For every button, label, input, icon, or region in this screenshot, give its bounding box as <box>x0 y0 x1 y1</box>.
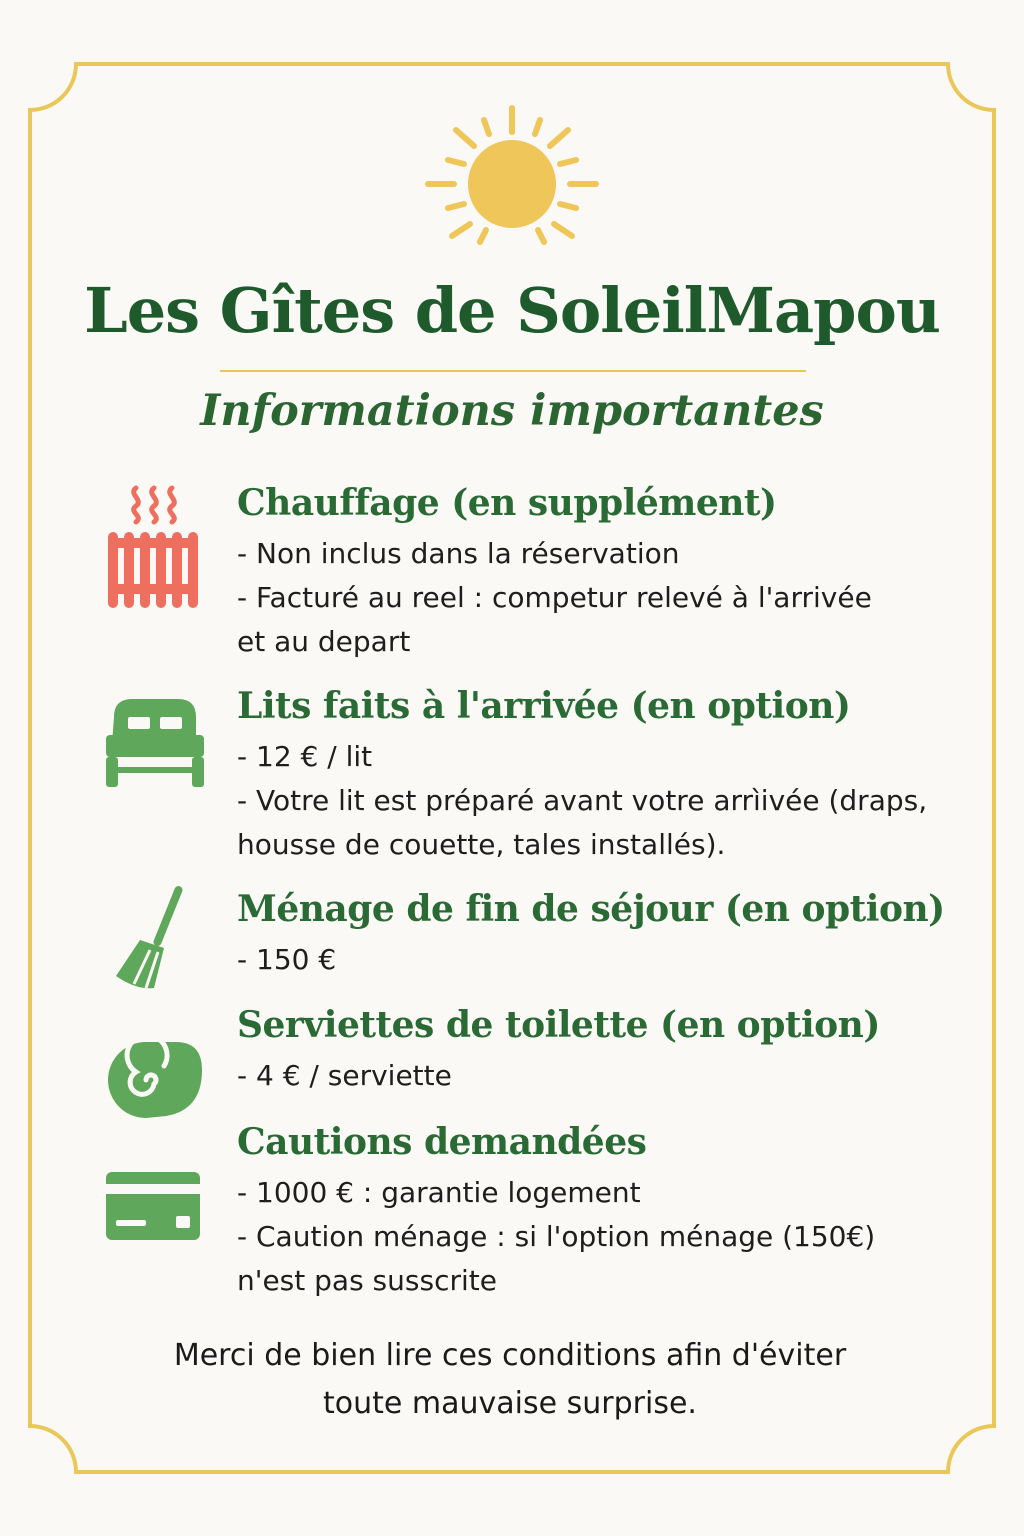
section-line: - Non inclus dans la réservation <box>237 537 680 570</box>
section-line: n'est pas susscrite <box>237 1264 497 1297</box>
section-line: et au depart <box>237 625 411 658</box>
section-cleaning <box>237 886 957 982</box>
section-deposits <box>237 1119 957 1303</box>
footer-line: toute mauvaise surprise. <box>323 1386 697 1421</box>
rolled-towel-icon <box>106 1040 204 1120</box>
section-heading: Chauffage (en supplément) <box>237 482 777 524</box>
footer-line: Merci de bien lire ces conditions afin d'éviter <box>173 1338 847 1373</box>
section-heading: Lits faits à l'arrivée (en option) <box>237 685 851 727</box>
page-title: Les Gîtes de SoleilMapou <box>84 274 940 347</box>
section-heading: Cautions demandées <box>237 1121 647 1163</box>
section-line: - 1000 € : garantie logement <box>237 1176 641 1209</box>
section-line: - Votre lit est préparé avant votre arrìivée (draps, <box>237 784 928 817</box>
credit-card-icon <box>106 1172 200 1240</box>
broom-icon <box>106 884 188 992</box>
radiator-icon <box>104 484 202 612</box>
section-line: - 150 € <box>237 943 337 976</box>
section-line: - 4 € / serviette <box>237 1059 452 1092</box>
section-line: - Facturé au reel : competur relevé à l'arrivée <box>237 581 872 614</box>
section-heading: Ménage de fin de séjour (en option) <box>237 888 945 930</box>
section-beds <box>237 683 957 867</box>
sun-icon <box>424 102 600 248</box>
section-line: - Caution ménage : si l'option ménage (150€) <box>237 1220 876 1253</box>
section-towels <box>237 1002 957 1098</box>
footer-note <box>0 1332 1024 1428</box>
title-divider <box>220 370 806 372</box>
page-subtitle: Informations importantes <box>200 386 824 436</box>
section-heating <box>237 480 957 664</box>
section-heading: Serviettes de toilette (en option) <box>237 1004 880 1046</box>
bed-icon <box>106 697 204 787</box>
section-line: - 12 € / lit <box>237 740 373 773</box>
section-line: housse de couette, tales installés). <box>237 828 726 861</box>
